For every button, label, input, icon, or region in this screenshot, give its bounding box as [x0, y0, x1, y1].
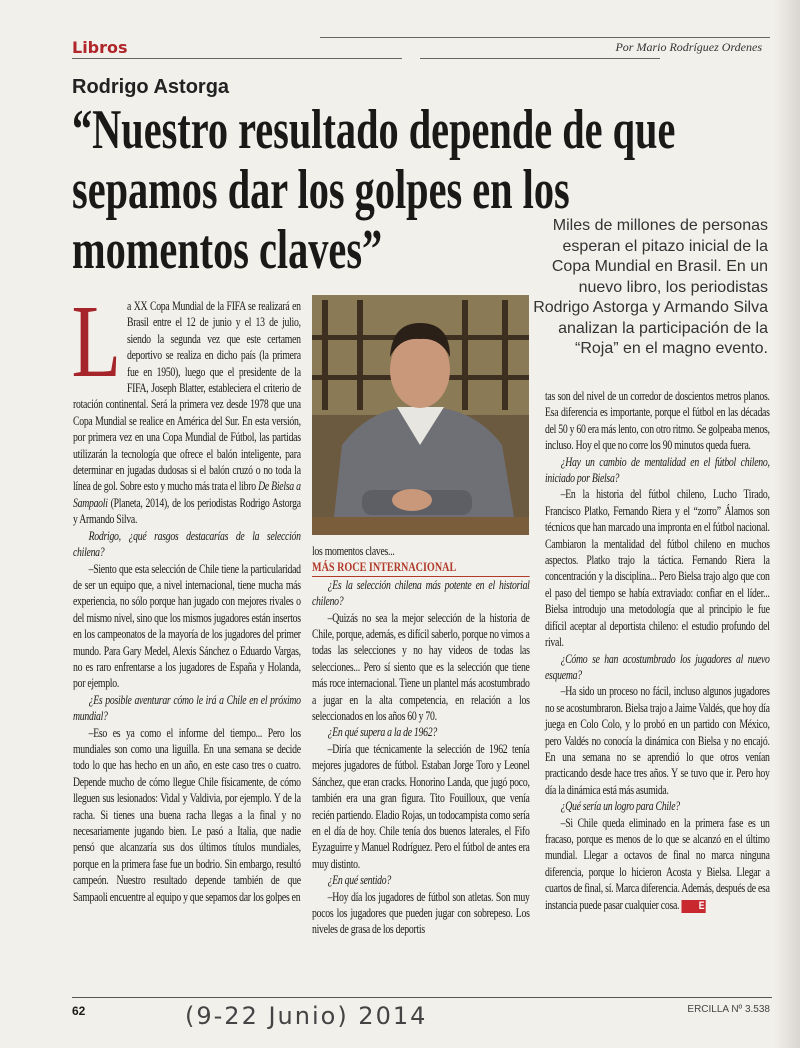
- deck: Miles de millones de personas esperan el pitazo inicial de la Copa Mundial en Brasil. En un nuevo libro, los periodistas Rodrigo Astorga y Armando Silva analizan la participación de la “Roja” en el magno evento.: [533, 217, 768, 357]
- question: ¿En qué sentido?: [327, 873, 391, 888]
- question: ¿Hay un cambio de mentalidad en el fútbol chileno, iniciado por Bielsa?: [545, 454, 770, 486]
- page-number: 62: [72, 1004, 86, 1018]
- answer: –En la historia del fútbol chileno, Lucho Tirado, Francisco Platko, Fernando Riera y el “zorro” Álamos son técnicos que han marcado una impronta en el fútbol nacional. Cambiaron la mentalidad del fútbol chileno en muchos aspectos. Platko trajo la táctica. Fernando Riera la concentración y la disciplina... Pero Bielsa trajo algo que con el paso del tiempo se había extraviado: confiar en el líder... Bielsa introdujo una metodología que al principio le fue difícil aceptar al deportista chileno: el estudio profundo del rival.: [545, 487, 770, 650]
- headline-line: momentos claves”: [72, 219, 383, 281]
- subheading: MÁS ROCE INTERNACIONAL: [312, 559, 530, 576]
- question: ¿Es la selección chilena más potente en el historial chileno?: [312, 577, 530, 609]
- drop-cap: L: [71, 284, 121, 399]
- answer: [545, 815, 770, 913]
- question: ¿Es posible aventurar cómo le irá a Chile en el próximo mundial?: [73, 692, 301, 724]
- answer: –Ha sido un proceso no fácil, incluso algunos jugadores no se acostumbraron. Bielsa trajo a Jaime Valdés, que hoy día juega en Colo Colo, y lo probó en un partido con México, pero Valdés no conocía la dinámica con Bielsa y no encajó. En una semana no se aprendió lo que otros venían practicando desde hace tres años. Y se tuvo que ir. Pero hoy día la dinámica está más asumida.: [545, 684, 770, 797]
- column-2: [312, 543, 530, 938]
- question: ¿Cómo se han acostumbrado los jugadores al nuevo esquema?: [545, 651, 770, 682]
- issue-number: ERCILLA Nº 3.538: [687, 1004, 770, 1015]
- section-label: Libros: [72, 38, 128, 57]
- author-photo: [312, 295, 529, 535]
- question: Rodrigo, ¿qué rasgos destacarías de la selección chilena?: [73, 528, 301, 560]
- answer: –Hoy día los jugadores de fútbol son atletas. Son muy pocos los jugadores que pueden jugar con sobrepeso. Los niveles de grasa de los deportis: [312, 889, 530, 937]
- headline-line: sepamos dar los golpes en los: [72, 159, 570, 221]
- header-rule: [72, 58, 402, 59]
- end-mark: E: [682, 900, 706, 913]
- header-rule-top: [320, 37, 770, 38]
- column-1: [71, 284, 301, 905]
- question: ¿Qué sería un logro para Chile?: [560, 799, 680, 814]
- column-3: [545, 388, 770, 913]
- footer-rule: [72, 997, 772, 998]
- answer: –Quizás no sea la mejor selección de la historia de Chile, porque, además, es difícil saberlo, porque no vimos a todas las selecciones y no hay videos de todas las selecciones... Pero sí siento que es la selección que tiene más roce internacional. Tiene un plantel más acostumbrado a jugar en la alta competencia, en relación a los seleccionados en los años 60 y 70.: [312, 610, 530, 724]
- intro-text-end: (Planeta, 2014), de los periodistas Rodrigo Astorga y Armando Silva.: [73, 495, 301, 527]
- intro-text: a XX Copa Mundial de la FIFA se realizará en Brasil entre el 12 de junio y el 13 de julio, siendo la segunda vez que este certamen deportivo se realiza en dicho país (la primera fue en 1950), luego que el presidente de la FIFA, Joseph Blatter, estableciera el criterio de rotación continental. Será la primera vez desde 1978 que una Copa Mundial se realice en América del Sur. En esta versión, por primera vez en una Copa Mundial de Fútbol, las partidas utilizarán la tecnología que ofrece el balón inteligente, para determinar en jugadas dudosas si el balón cruzó o no toda la línea de gol. Sobre esto y mucho más trata el libro: [73, 299, 301, 494]
- book-title: De Bielsa a Sampaoli: [73, 479, 301, 510]
- answer: –Diría que técnicamente la selección de 1962 tenía mejores jugadores de fútbol. Estaban Jorge Toro y Leonel Sánchez, que eran cracks. Honorino Landa, que jugó poco, también era una gran figura. Tito Fouilloux, que venía recién partiendo. Eladio Rojas, un todocampista como sería en el día de hoy. Chile tenía dos buenos laterales, el Fifo Eyzaguirre y Manuel Rodríguez. Pero el fútbol de antes era muy distinto.: [312, 741, 530, 871]
- question: ¿En qué supera a la de 1962?: [327, 725, 437, 740]
- answer: –Eso es ya como el informe del tiempo... Pero los mundiales son como una liguilla. En una semana se decide todo lo que has hecho en un año, en este caso tres o cuatro. Depende mucho de cómo llegue Chile físicamente, de cómo lleguen sus lesionados: Vidal y Valdivia, por ejemplo. Y de la racha. Si tienes una buena racha llegas a la final y no necesariamente jugando bien. Le pasó a Italia, que nadie pensó que alcanzaría sus dos últimos títulos mundiales, porque en la primera fase fue un bodrio. Sin embargo, resultó campeón. Nuestro resultado depende también de que Sampaoli encuentre al equipo y que sepamos dar los golpes en: [73, 725, 301, 904]
- kicker: Rodrigo Astorga: [72, 76, 230, 98]
- continuation: los momentos claves...: [312, 544, 395, 558]
- page-edge-shadow: [774, 0, 800, 1048]
- byline: Por Mario Rodríguez Ordenes: [615, 40, 762, 54]
- handwritten-date: (9-22 Junio) 2014: [185, 1002, 428, 1030]
- answer-text: –Si Chile queda eliminado en la primera fase es un fracaso, porque es menos de lo que se alcanzó en el último mundial. Llegar a octavos de final no marca ninguna diferencia, porque lo hicieron Acosta y Bielsa. Llegar a cuartos de final, sí. Marca diferencia. Además, después de esa instancia puede pasar cualquier cosa.: [545, 815, 770, 912]
- headline-line: “Nuestro resultado depende de que: [72, 99, 676, 161]
- intro-paragraph: [71, 284, 301, 528]
- answer: –Siento que esta selección de Chile tiene la particularidad de ser un equipo que, a nivel internacional, tiene mucha más experiencia, no sólo porque han jugado con mejores rivales o del mismo nivel, sino que los mismos jugadores están insertos en los campeonatos de la mayoría de los jugadores del primer mundo. Para Gary Medel, Alexis Sánchez o Eduardo Vargas, no es raro enfrentarse a los jugadores de España y Holanda, por ejemplo.: [73, 561, 301, 691]
- header-rule: [420, 58, 660, 59]
- continuation: tas son del nivel de un corredor de doscientos metros planos. Esa diferencia es importante, porque el fútbol en las décadas del 50 y 60 era más lento, con otro ritmo. Se golpeaba menos, incluso. Hoy el que no corre los 90 minutos queda fuera.: [545, 389, 770, 453]
